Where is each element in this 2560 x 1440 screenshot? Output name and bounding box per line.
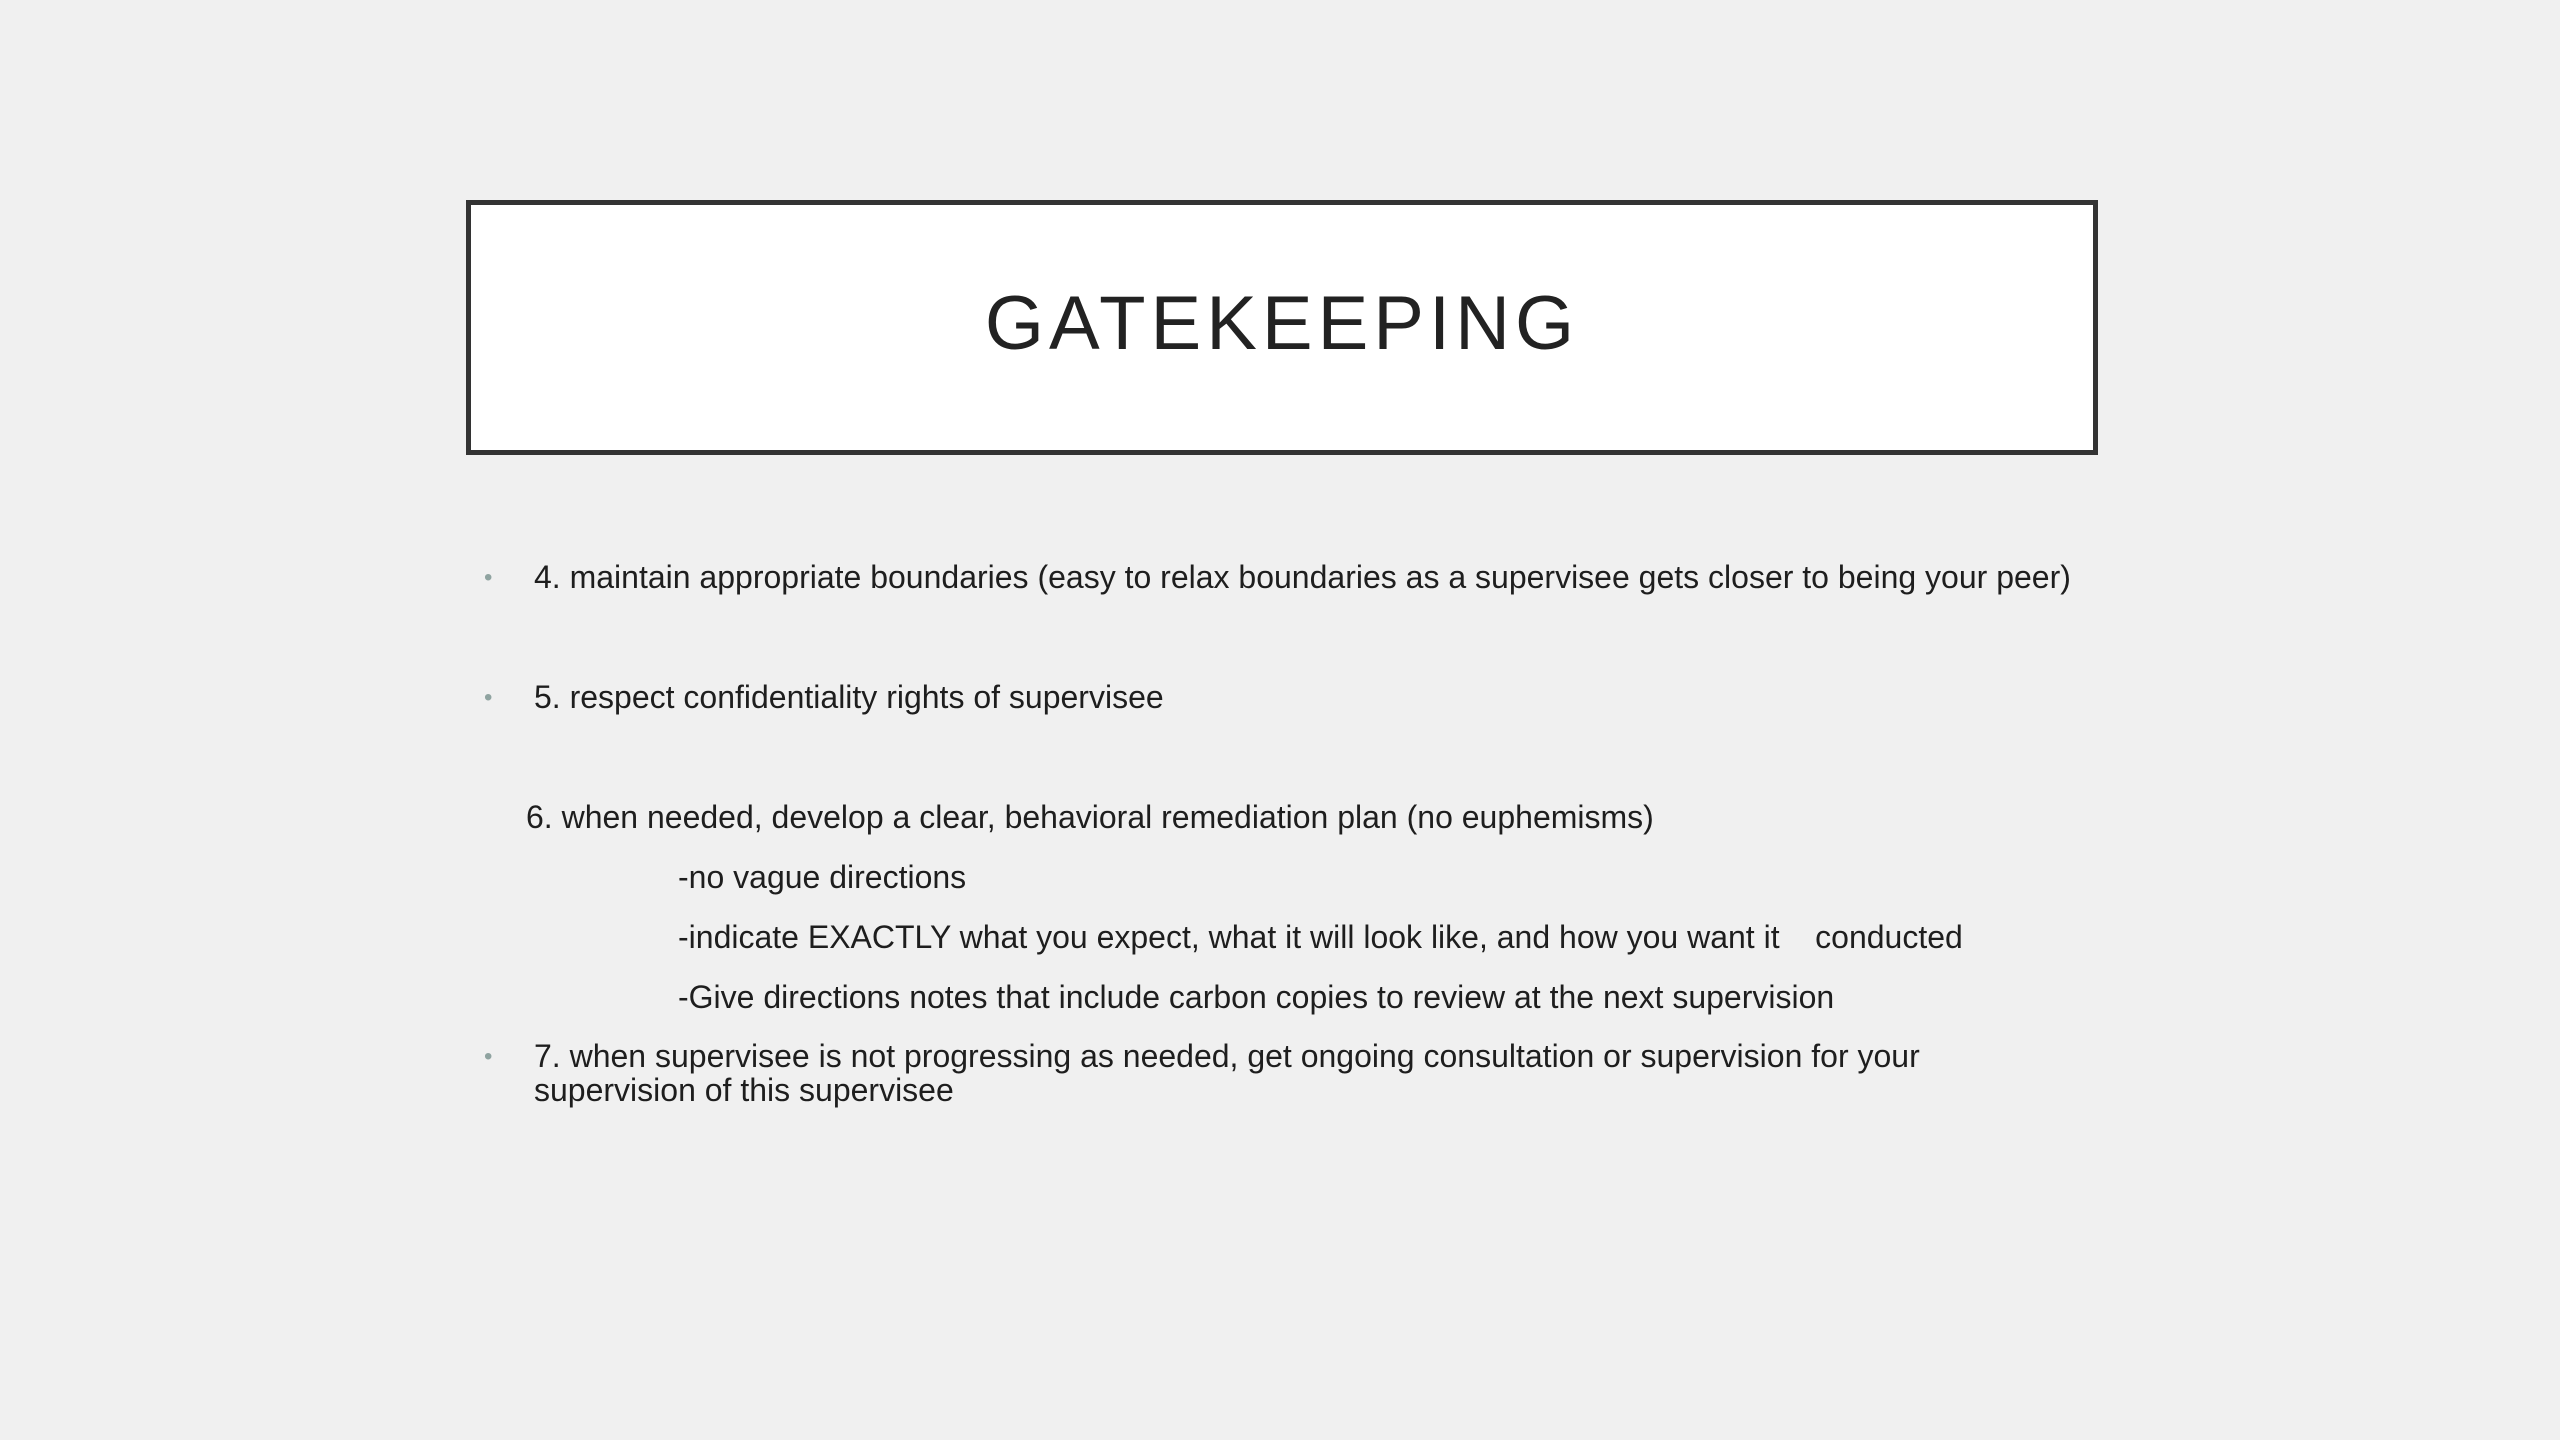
bullet-text-7-line1: 7. when supervisee is not progressing as needed, get ongoing consultation or supervision for your bbox=[534, 1038, 1920, 1074]
sub-point-2: -indicate EXACTLY what you expect, what it will look like, and how you want it conducted bbox=[678, 919, 1963, 955]
title-box bbox=[466, 200, 2098, 455]
item-6-text: 6. when needed, develop a clear, behavioral remediation plan (no euphemisms) bbox=[526, 799, 1654, 835]
bullet-text-7-line2: supervision of this supervisee bbox=[534, 1072, 954, 1108]
bullet-dot: • bbox=[484, 564, 493, 591]
sub-point-3: -Give directions notes that include carbon copies to review at the next supervision bbox=[678, 979, 1835, 1015]
bullet-text-5: 5. respect confidentiality rights of supervisee bbox=[534, 679, 1164, 715]
bullet-text-4: 4. maintain appropriate boundaries (easy to relax boundaries as a supervisee gets closer to being your peer) bbox=[534, 559, 2071, 595]
bullet-dot: • bbox=[484, 1043, 493, 1070]
sub-point-1: -no vague directions bbox=[678, 859, 967, 895]
bullet-dot: • bbox=[484, 684, 493, 711]
slide-title: GATEKEEPING bbox=[984, 281, 1580, 366]
